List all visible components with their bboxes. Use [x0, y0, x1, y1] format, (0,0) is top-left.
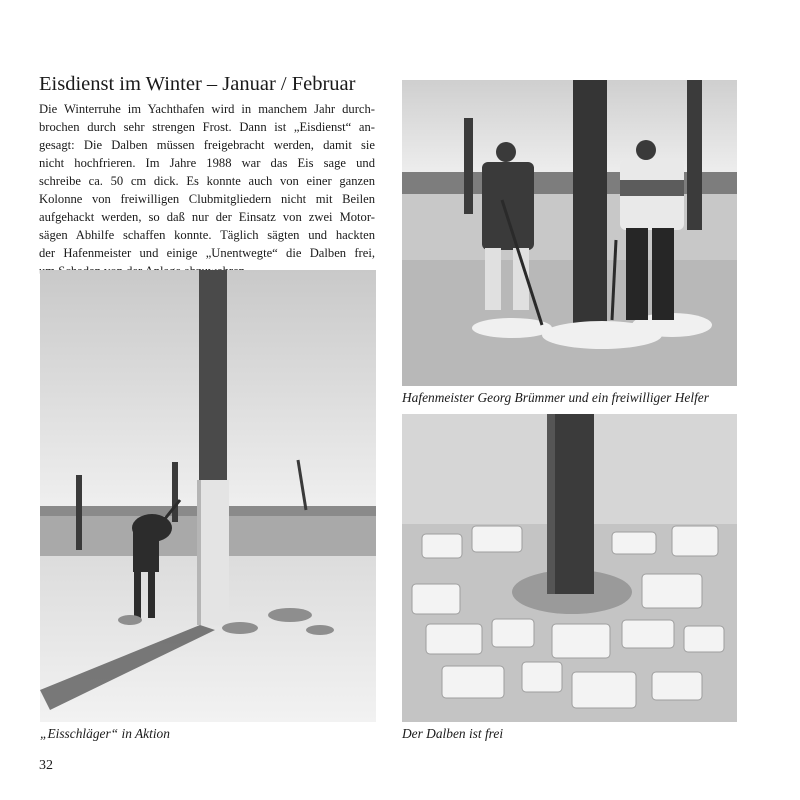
article-paragraph	[39, 100, 375, 280]
paragraph-line: aufgehackt werden, so daß nur der Einsatz von zwei Motor-	[39, 210, 375, 224]
paragraph-line: schreibe ca. 50 cm dick. Es konnte auch von einer ganzen	[39, 174, 375, 188]
photo-ice-breaker-image	[40, 270, 376, 722]
photo-harbour-master	[402, 80, 737, 386]
photo-caption-freed-pile: Der Dalben ist frei	[402, 726, 504, 741]
photo-freed-pile-image	[402, 414, 737, 722]
paragraph-line: brochen durch sehr strengen Frost. Dann ist „Eisdienst“ an-	[39, 120, 375, 134]
paragraph-line: sägen Abhilfe schaffen konnte. Täglich sägten und hackten	[39, 228, 375, 242]
photo-caption-harbour-master: Hafenmeister Georg Brümmer und ein freiwilliger Helfer	[402, 390, 709, 405]
page-number: 32	[39, 758, 53, 773]
photo-caption-ice-breaker: „Eisschläger“ in Aktion	[40, 726, 170, 741]
paragraph-line: Kolonne von freiwilligen Clubmitgliedern nicht mit Beilen	[39, 192, 375, 206]
paragraph-line: Die Winterruhe im Yachthafen wird in manchem Jahr durch-	[39, 102, 375, 116]
page-title: Eisdienst im Winter – Januar / Februar	[39, 73, 356, 95]
paragraph-line: gesagt: Die Dalben müssen freigebracht werden, damit sie	[39, 138, 375, 152]
photo-ice-breaker	[40, 270, 376, 722]
paragraph-line: der Hafenmeister und einige „Unentwegte“ die Dalben frei,	[39, 246, 375, 260]
paragraph-line: nicht hochfrieren. Im Jahre 1988 war das Eis sage und	[39, 156, 375, 170]
photo-freed-pile	[402, 414, 737, 722]
photo-harbour-master-image	[402, 80, 737, 386]
